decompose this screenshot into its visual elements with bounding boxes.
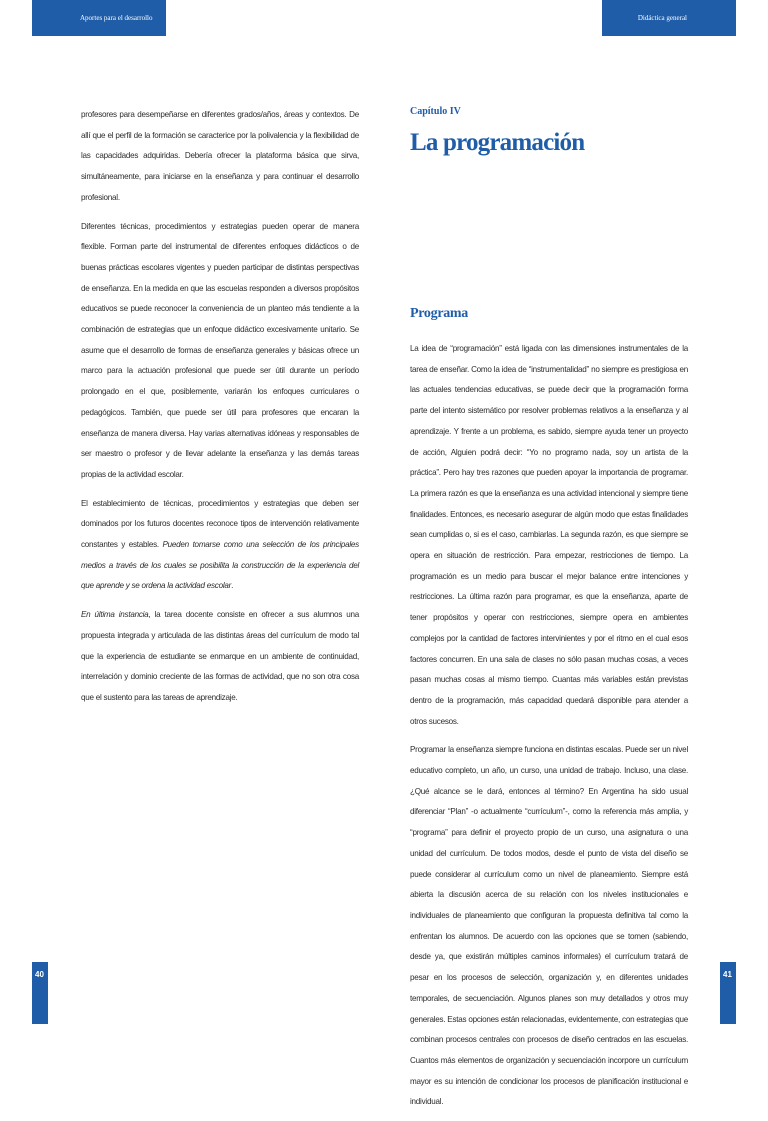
right-column <box>410 339 688 1121</box>
chapter-label: Capítulo IV <box>410 106 461 117</box>
left-p3-start: El establecimiento de técnicas, procedimientos y estrategias que deben ser dominados por los futuros docentes reconoce tipos de intervención relativamente constantes y estables. <box>81 498 359 550</box>
left-p4-rest: , la tarea docente consiste en ofrecer a sus alumnos una propuesta integrada y articulada de las distintas áreas del currículum de modo tal que la experiencia de estudiante se enmarque en un ambiente de continuidad, interrelación y dominio creciente de las formas de actividad, que no son otra cosa que el sustento para las tareas de aprendizaje. <box>81 610 359 702</box>
right-paragraph-1: La idea de “programación” está ligada con las dimensiones instrumentales de la tarea de enseñar. Como la idea de “instrumentalidad” no siempre es prestigiosa en las actuales tendencias educativas, se puede decir que la programación forma parte del intento sistemático por resolver problemas relativos a la enseñanza y al aprendizaje. Y frente a un problema, es sabido, siempre ayuda tener un proyecto de acción, Alguien podrá decir: “Yo no programo nada, soy un artista de la práctica”. Pero hay tres razones que pueden apoyar la importancia de programar. La primera razón es que la enseñanza es una actividad intencional y siempre tiene finalidades. Entonces, es necesario asegurar de algún modo que estas finalidades sean cumplidas o, si es el caso, cambiarlas. La segunda razón, es que siempre se opera en situación de restricción. Para empezar, restricciones de tiempo. La programación es un medio para buscar el mejor balance entre intenciones y restricciones. La última razón para programar, es que la enseñanza, aparte de tener propósitos y operar con restricciones, siempre opera en ambientes complejos por la cantidad de factores intervinientes y por el ritmo en el cual esos factores concurren. En una sala de clases no sólo pasan muchas cosas, a veces pasan muchas cosas al mismo tiempo. Cuantas más variables están previstas dentro de la programación, más capacidad quedará disponible para atender a otros sucesos. <box>410 344 688 726</box>
right-paragraph-2: Programar la enseñanza siempre funciona en distintas escalas. Puede ser un nivel educativo completo, un año, un curso, una unidad de trabajo. Incluso, una clase. ¿Qué alcance se le dará, entonces al término? En Argentina ha sido usual diferenciar “Plan” -o actualmente “currículum”-, como la referencia más amplia, y “programa” para definir el proyecto propio de un curso, una asignatura o una unidad del currículum. De todos modos, desde el punto de vista del diseño se puede considerar al currículum como un nivel de planeamiento. Siempre está abierta la discusión acerca de su relación con los niveles institucionales e individuales de planeamiento que configuran la propuesta definitiva tal como la enfrentan los alumnos. De acuerdo con las opciones que se tomen (sabiendo, desde ya, que existirán múltiples caminos informales) el currículum tratará de pesar en los procesos de selección, organización y, en diferentes unidades temporales, de secuenciación. Algunos planes son muy detallados y otros muy generales. Estas opciones están relacionadas, evidentemente, con estrategias que combinan procesos centrales con procesos de diseño centrados en las escuelas. Cuantos más elementos de organización y secuenciación incorpore un currículum mayor es su intención de condicionar los procesos de planificación institucional e individual. <box>410 745 688 1107</box>
header-left-title: Aportes para el desarrollo curricular <box>80 14 153 58</box>
left-column <box>81 105 359 717</box>
section-heading: Programa <box>410 306 468 321</box>
left-page-number: 40 <box>35 970 44 979</box>
header-right-title: Didáctica general <box>637 14 687 22</box>
left-paragraph-1: profesores para desempeñarse en diferentes grados/años, áreas y contextos. De allí que el perfil de la formación se caracterice por la polivalencia y la flexibilidad de las capacidades adquiridas. Debería ofrecer la plataforma básica que sirva, simultáneamente, para iniciarse en la enseñanza y para continuar el desarrollo profesional. <box>81 110 359 202</box>
header-right-tab <box>602 0 736 36</box>
left-p4-italic: En última instancia <box>81 610 149 620</box>
left-p3-italic: Pueden tomarse como una selección de los principales medios a través de los cuales se posibilita la construcción de la experiencia del que aprende y se ordena la actividad escolar <box>81 540 359 591</box>
left-paragraph-3 <box>81 494 359 598</box>
page-title: La programación <box>410 129 585 156</box>
left-paragraph-2: Diferentes técnicas, procedimientos y estrategias pueden operar de manera flexible. Forman parte del instrumental de diferentes enfoques didácticos o de buenas prácticas escolares vigentes y pueden participar de distintas perspectivas de enseñanza. En la medida en que las escuelas responden a diversos propósitos educativos se puede reconocer la conveniencia de un planteo más tendiente a la combinación de estrategias que un enfoque didáctico excesivamente unitario. Se asume que el desarrollo de formas de enseñanza generales y básicas ofrece un marco para la actuación profesional que puede ser útil durante un período prolongado en el que, posiblemente, variarán los enfoques curriculares o pedagógicos. También, que puede ser útil para profesores que encaran la enseñanza de manera diversa. Hay varias alternativas idóneas y responsables de ser maestro o profesor y de llevar adelante la enseñanza y las demás tareas propias de la actividad escolar. <box>81 221 359 479</box>
header-left-tab <box>32 0 166 58</box>
right-page-number: 41 <box>723 970 732 979</box>
left-paragraph-4 <box>81 605 359 709</box>
left-p3-end: . <box>231 581 234 591</box>
